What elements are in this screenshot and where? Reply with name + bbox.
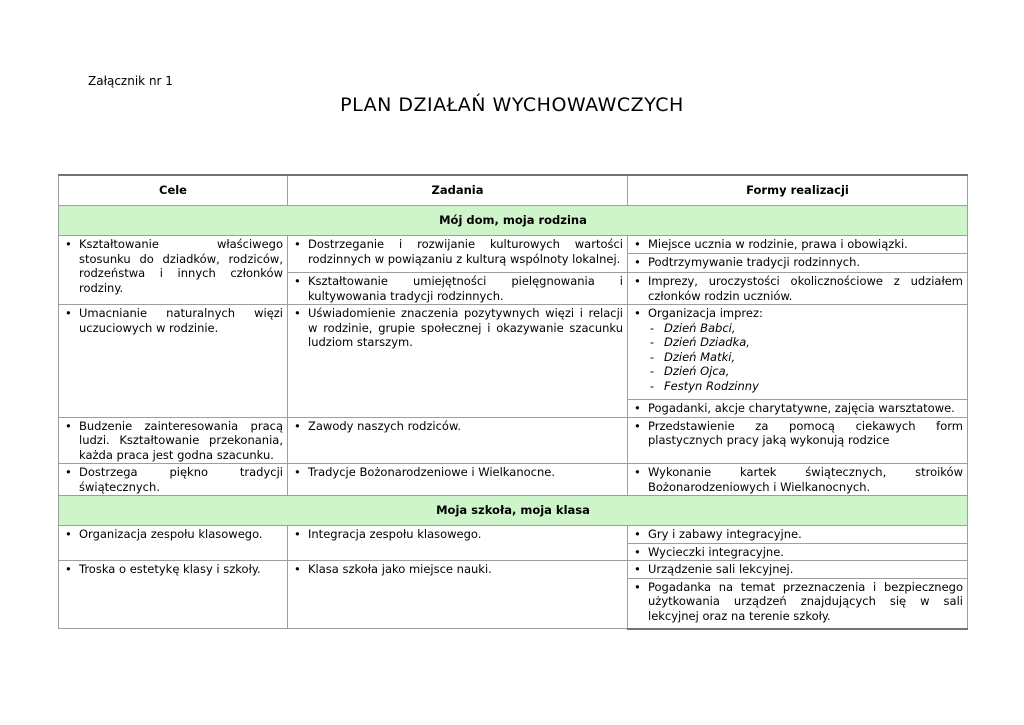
list-item: - Dzień Ojca, [648,364,963,379]
table-header-row [59,175,968,206]
form-cell: • Imprezy, uroczystości okolicznościowe z udziałem członków rodzin uczniów. [628,273,968,305]
form-cell: • Pogadanki, akcje charytatywne, zajęcia warsztatowe. [628,400,968,418]
table-row [59,417,968,464]
goal-cell: • Budzenie zainteresowania pracą ludzi. Kształtowanie przekonania, każda praca jest godna szacunku. [59,417,288,464]
list-item: - Dzień Dziadka, [648,335,963,350]
task-cell: • Uświadomienie znaczenia pozytywnych więzi i relacji w rodzinie, grupie społecznej i okazywanie szacunku ludziom starszym. [288,305,628,418]
list-item: - Dzień Matki, [648,350,963,365]
goal-cell: • Organizacja zespołu klasowego. [59,526,288,561]
header-forms: Formy realizacji [628,175,968,206]
form-cell: • Pogadanka na temat przeznaczenia i bezpiecznego użytkowania urządzeń znajdujących się w sali lekcyjnej oraz na terenie szkoły. [628,578,968,629]
form-cell: • Urządzenie sali lekcyjnej. [628,561,968,579]
table-row [59,526,968,544]
events-list [648,321,963,394]
task-cell: • Dostrzeganie i rozwijanie kulturowych wartości rodzinnych w powiązaniu z kulturą wspólnoty lokalnej. [288,236,628,273]
form-cell: • Wykonanie kartek świątecznych, stroików Bożonarodzeniowych i Wielkanocnych. [628,464,968,496]
goal-cell: • Troska o estetykę klasy i szkoły. [59,561,288,629]
table-row [59,464,968,496]
form-cell: • Przedstawienie za pomocą ciekawych form plastycznych pracy jaką wykonują rodzice [628,417,968,464]
form-cell: • Wycieczki integracyjne. [628,543,968,561]
section-title-home: Mój dom, moja rodzina [59,206,968,236]
form-cell: • Gry i zabawy integracyjne. [628,526,968,544]
table-row [59,561,968,579]
section-title-school: Moja szkoła, moja klasa [59,496,968,526]
task-cell: • Tradycje Bożonarodzeniowe i Wielkanocne. [288,464,628,496]
section-row [59,206,968,236]
task-cell: • Integracja zespołu klasowego. [288,526,628,561]
list-item: - Dzień Babci, [648,321,963,336]
task-cell: • Klasa szkoła jako miejsce nauki. [288,561,628,629]
form-cell: • Miejsce ucznia w rodzinie, prawa i obowiązki. [628,236,968,254]
goal-cell: • Umacnianie naturalnych więzi uczuciowych w rodzinie. [59,305,288,418]
header-tasks: Zadania [288,175,628,206]
section-row [59,496,968,526]
annex-label: Załącznik nr 1 [88,74,173,88]
goal-cell: • Kształtowanie właściwego stosunku do dziadków, rodziców, rodzeństwa i innych członków rodziny. [59,236,288,305]
table-row [59,305,968,400]
header-goals: Cele [59,175,288,206]
task-cell: • Kształtowanie umiejętności pielęgnowania i kultywowania tradycji rodzinnych. [288,273,628,305]
form-cell: • Podtrzymywanie tradycji rodzinnych. [628,254,968,273]
goal-cell: • Dostrzega piękno tradycji świątecznych. [59,464,288,496]
task-cell: • Zawody naszych rodziców. [288,417,628,464]
form-cell: • Organizacja imprez: - Dzień Babci, - Dzień Dziadka, - Dzień Matki, - Dzień Ojca, - Festyn Rodzinny [628,305,968,400]
list-item: - Festyn Rodzinny [648,379,963,394]
table-row [59,236,968,254]
page-title: PLAN DZIAŁAŃ WYCHOWAWCZYCH [340,94,684,116]
action-plan-table [58,174,968,630]
